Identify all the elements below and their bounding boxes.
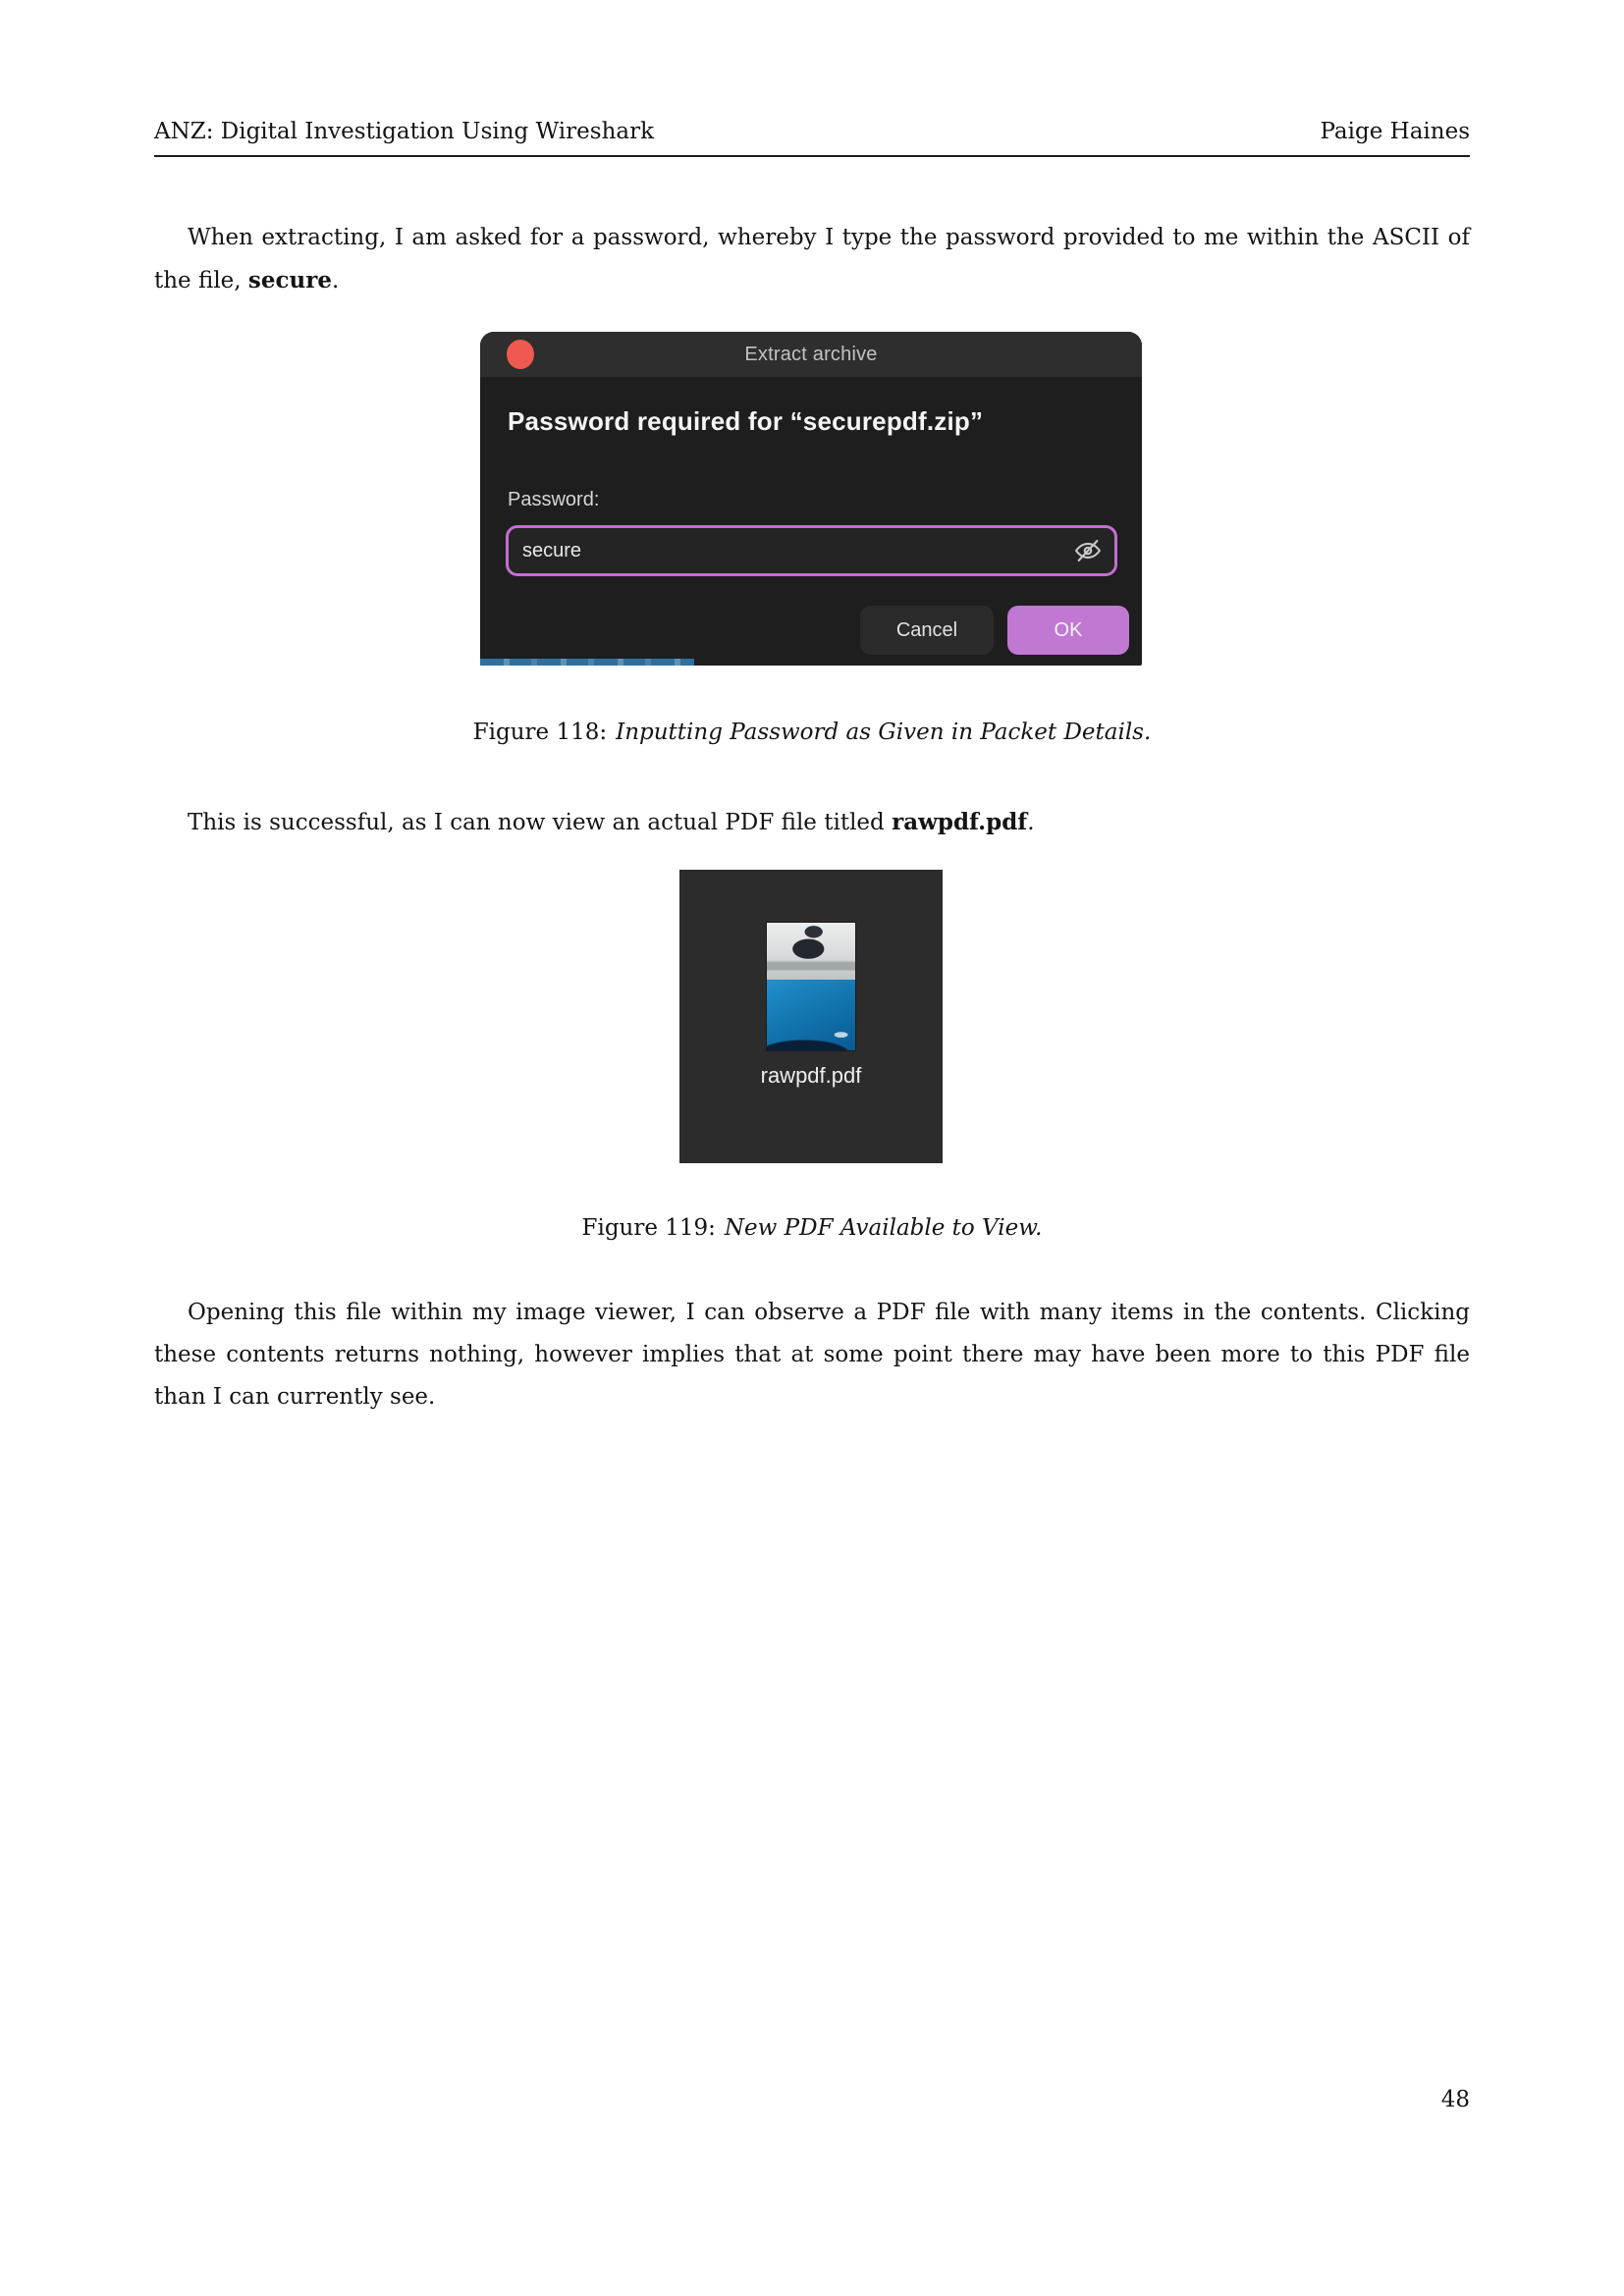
extract-archive-dialog: [480, 332, 1142, 666]
figure-119-caption: [154, 1215, 1470, 1241]
password-label: Password:: [508, 489, 600, 510]
header-rule: [154, 155, 1470, 157]
ok-button[interactable]: OK: [1007, 606, 1129, 655]
cancel-button[interactable]: Cancel: [860, 606, 994, 655]
figure-119-screenshot: [679, 870, 943, 1163]
password-field[interactable]: [506, 525, 1117, 576]
figure-119-label: Figure 119:: [581, 1215, 716, 1241]
paragraph-text: Opening this file within my image viewer, I can observe a PDF file with many items in the contents. Clicking these contents returns nothing, however implies that at some point there may have been more to this PDF file than I can currently see.: [154, 1300, 1470, 1410]
figure-118-caption: [154, 720, 1470, 745]
header-title: ANZ: Digital Investigation Using Wireshark: [154, 119, 655, 144]
pdf-file-icon[interactable]: [767, 923, 855, 1050]
pdf-thumbnail-photo: [767, 923, 855, 980]
dialog-titlebar: [480, 332, 1142, 377]
paragraph-period: .: [1027, 810, 1035, 835]
figure-118-text: Inputting Password as Given in Packet Details.: [616, 720, 1152, 745]
background-window-sliver: [480, 659, 694, 666]
figure-118-screenshot: [480, 332, 1142, 672]
paragraph-period: .: [331, 268, 340, 294]
file-manager-panel: [679, 870, 943, 1163]
eye-off-icon[interactable]: [1073, 536, 1103, 565]
close-icon[interactable]: [507, 340, 534, 369]
paragraph-password-typed: [154, 217, 1470, 302]
header-author: Paige Haines: [1320, 119, 1470, 144]
paragraph-text: This is successful, as I can now view an actual PDF file titled: [188, 810, 893, 835]
pdf-thumbnail-cover: [767, 980, 855, 1050]
page-number: 48: [1440, 2087, 1470, 2112]
figure-118-label: Figure 118:: [472, 720, 608, 745]
dialog-heading: Password required for “securepdf.zip”: [508, 406, 984, 436]
paragraph-text: When extracting, I am asked for a password, whereby I type the password provided to me within the ASCII of the file,: [154, 225, 1470, 294]
paragraph-image-viewer: [154, 1292, 1470, 1418]
emphasized-filename: rawpdf.pdf: [892, 809, 1028, 835]
paragraph-success: [154, 801, 1470, 844]
dialog-actions: [860, 606, 1129, 655]
dialog-title: Extract archive: [744, 343, 878, 365]
emphasized-password: secure: [247, 267, 332, 294]
dialog-body: [480, 377, 1142, 666]
figure-119-text: New PDF Available to View.: [724, 1215, 1043, 1241]
page-header: [154, 119, 1470, 144]
password-input[interactable]: [522, 540, 1073, 562]
file-name-label: rawpdf.pdf: [760, 1063, 862, 1088]
